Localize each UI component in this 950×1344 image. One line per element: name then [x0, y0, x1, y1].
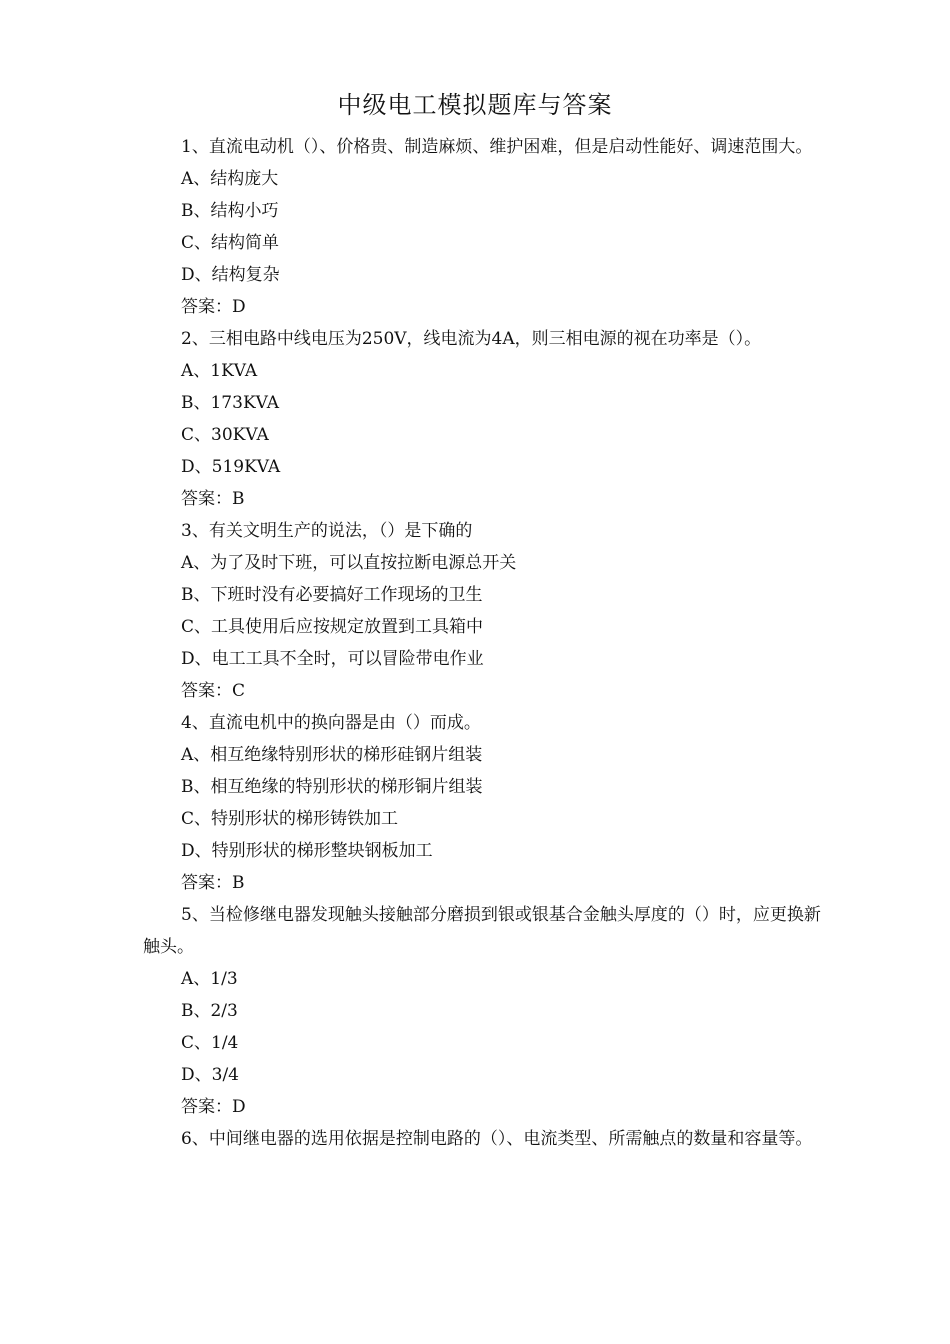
question-stem: 3、有关文明生产的说法，（）是下确的 [181, 521, 473, 541]
option-a: A、结构庞大 [181, 169, 279, 189]
answer: 答案：D [181, 1097, 246, 1117]
question-1 [143, 131, 827, 323]
option-c: C、1/4 [181, 1033, 239, 1053]
option-b: B、下班时没有必要搞好工作现场的卫生 [181, 585, 483, 605]
question-5 [143, 899, 827, 1123]
option-d: D、519KVA [181, 457, 281, 477]
question-4 [143, 707, 827, 899]
option-a: A、1KVA [181, 361, 258, 381]
option-a: A、为了及时下班，可以直按拉断电源总开关 [181, 553, 517, 573]
option-c: C、工具使用后应按规定放置到工具箱中 [181, 617, 484, 637]
question-3 [143, 515, 827, 707]
answer: 答案：B [181, 873, 245, 893]
option-b: B、相互绝缘的特别形状的梯形铜片组装 [181, 777, 483, 797]
option-d: D、结构复杂 [181, 265, 280, 285]
option-a: A、相互绝缘特别形状的梯形硅钢片组装 [181, 745, 483, 765]
answer: 答案：B [181, 489, 245, 509]
option-d: D、电工工具不全时，可以冒险带电作业 [181, 649, 484, 669]
question-stem: 4、直流电机中的换向器是由（）而成。 [181, 713, 481, 733]
question-list [143, 131, 827, 1155]
option-c: C、特别形状的梯形铸铁加工 [181, 809, 399, 829]
question-stem: 5、当检修继电器发现触头接触部分磨损到银或银基合金触头厚度的（）时，应更换新触头。 [143, 905, 821, 957]
option-b: B、2/3 [181, 1001, 238, 1021]
question-6 [143, 1123, 827, 1155]
option-c: C、30KVA [181, 425, 269, 445]
answer: 答案：C [181, 681, 246, 701]
option-b: B、173KVA [181, 393, 280, 413]
question-stem: 6、中间继电器的选用依据是控制电路的（）、电流类型、所需触点的数量和容量等。 [181, 1129, 813, 1149]
answer: 答案：D [181, 297, 246, 317]
option-a: A、1/3 [181, 969, 238, 989]
option-d: D、特别形状的梯形整块钢板加工 [181, 841, 433, 861]
option-d: D、3/4 [181, 1065, 239, 1085]
option-b: B、结构小巧 [181, 201, 279, 221]
question-stem: 2、三相电路中线电压为250V，线电流为4A，则三相电源的视在功率是（）。 [181, 329, 762, 349]
question-2 [143, 323, 827, 515]
question-stem: 1、直流电动机（）、价格贵、制造麻烦、维护困难，但是启动性能好、调速范围大。 [181, 137, 813, 157]
page-title: 中级电工模拟题库与答案 [337, 91, 613, 119]
option-c: C、结构简单 [181, 233, 280, 253]
